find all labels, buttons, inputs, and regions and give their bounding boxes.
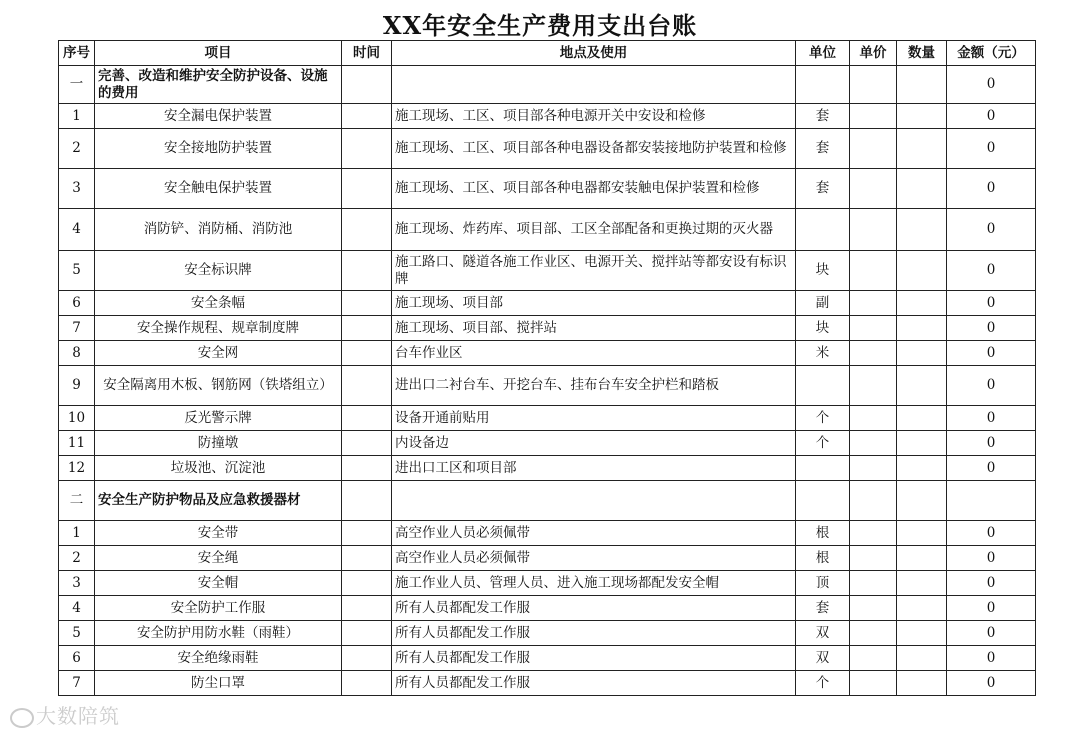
- amount-cell: 0: [947, 169, 1036, 209]
- time-cell: [342, 621, 392, 646]
- unit-cell: [796, 209, 850, 251]
- price-cell: [850, 66, 897, 104]
- amount-cell: 0: [947, 251, 1036, 291]
- unit-cell: [796, 366, 850, 406]
- watermark-text: 大数陪筑: [36, 704, 120, 728]
- unit-cell: [796, 66, 850, 104]
- table-row: [59, 596, 1036, 621]
- qty-cell: [897, 406, 947, 431]
- price-cell: [850, 521, 897, 546]
- price-cell: [850, 341, 897, 366]
- location-cell: 设备开通前贴用: [392, 406, 796, 431]
- qty-cell: [897, 596, 947, 621]
- time-cell: [342, 341, 392, 366]
- location-cell: 进出口二衬台车、开挖台车、挂布台车安全护栏和踏板: [392, 366, 796, 406]
- qty-cell: [897, 104, 947, 129]
- item-cell: 防尘口罩: [95, 671, 342, 696]
- amount-cell: 0: [947, 406, 1036, 431]
- price-cell: [850, 209, 897, 251]
- seq-cell: 10: [59, 406, 95, 431]
- seq-cell: 2: [59, 129, 95, 169]
- unit-cell: 套: [796, 169, 850, 209]
- unit-cell: 块: [796, 316, 850, 341]
- qty-cell: [897, 341, 947, 366]
- amount-cell: 0: [947, 209, 1036, 251]
- location-cell: 施工现场、项目部、搅拌站: [392, 316, 796, 341]
- time-cell: [342, 291, 392, 316]
- table-row: [59, 456, 1036, 481]
- qty-cell: [897, 481, 947, 521]
- location-cell: 进出口工区和项目部: [392, 456, 796, 481]
- price-cell: [850, 456, 897, 481]
- amount-cell: 0: [947, 596, 1036, 621]
- price-cell: [850, 291, 897, 316]
- unit-cell: 顶: [796, 571, 850, 596]
- location-cell: 高空作业人员必须佩带: [392, 521, 796, 546]
- item-cell: 安全绳: [95, 546, 342, 571]
- seq-cell: 8: [59, 341, 95, 366]
- amount-cell: 0: [947, 456, 1036, 481]
- table-row: [59, 621, 1036, 646]
- item-cell: 反光警示牌: [95, 406, 342, 431]
- unit-cell: 个: [796, 431, 850, 456]
- seq-cell: 5: [59, 621, 95, 646]
- qty-cell: [897, 129, 947, 169]
- price-cell: [850, 431, 897, 456]
- time-cell: [342, 366, 392, 406]
- time-cell: [342, 104, 392, 129]
- unit-cell: [796, 481, 850, 521]
- amount-cell: 0: [947, 646, 1036, 671]
- page-title: XX年安全生产费用支出台账: [382, 11, 698, 40]
- item-cell: 安全操作规程、规章制度牌: [95, 316, 342, 341]
- location-cell: 施工现场、工区、项目部各种电源开关中安设和检修: [392, 104, 796, 129]
- item-cell: 安全触电保护装置: [95, 169, 342, 209]
- time-cell: [342, 456, 392, 481]
- location-cell: 台车作业区: [392, 341, 796, 366]
- item-cell: 垃圾池、沉淀池: [95, 456, 342, 481]
- table-row: [59, 104, 1036, 129]
- price-cell: [850, 621, 897, 646]
- time-cell: [342, 209, 392, 251]
- qty-cell: [897, 571, 947, 596]
- seq-cell: 1: [59, 521, 95, 546]
- unit-cell: 根: [796, 546, 850, 571]
- qty-cell: [897, 521, 947, 546]
- item-cell: 安全标识牌: [95, 251, 342, 291]
- unit-cell: 块: [796, 251, 850, 291]
- amount-cell: 0: [947, 431, 1036, 456]
- location-cell: [392, 481, 796, 521]
- table-row: [59, 546, 1036, 571]
- amount-cell: 0: [947, 546, 1036, 571]
- seq-cell: 3: [59, 169, 95, 209]
- price-cell: [850, 571, 897, 596]
- unit-cell: 套: [796, 596, 850, 621]
- time-cell: [342, 481, 392, 521]
- item-cell: 安全防护用防水鞋（雨鞋）: [95, 621, 342, 646]
- seq-cell: 4: [59, 596, 95, 621]
- price-cell: [850, 596, 897, 621]
- time-cell: [342, 431, 392, 456]
- header-seq: 序号: [59, 41, 95, 66]
- expense-ledger-table: [58, 40, 1036, 696]
- table-row: [59, 366, 1036, 406]
- seq-cell: 9: [59, 366, 95, 406]
- amount-cell: 0: [947, 316, 1036, 341]
- price-cell: [850, 406, 897, 431]
- time-cell: [342, 406, 392, 431]
- seq-cell: 6: [59, 291, 95, 316]
- amount-cell: 0: [947, 366, 1036, 406]
- qty-cell: [897, 316, 947, 341]
- seq-cell: 7: [59, 316, 95, 341]
- header-qty: 数量: [897, 41, 947, 66]
- qty-cell: [897, 431, 947, 456]
- location-cell: 施工作业人员、管理人员、进入施工现场都配发安全帽: [392, 571, 796, 596]
- header-item: 项目: [95, 41, 342, 66]
- time-cell: [342, 646, 392, 671]
- price-cell: [850, 671, 897, 696]
- amount-cell: 0: [947, 621, 1036, 646]
- time-cell: [342, 129, 392, 169]
- item-cell: 安全条幅: [95, 291, 342, 316]
- qty-cell: [897, 366, 947, 406]
- qty-cell: [897, 456, 947, 481]
- table-row: [59, 291, 1036, 316]
- section-row: [59, 66, 1036, 104]
- location-cell: 施工现场、工区、项目部各种电器都安装触电保护装置和检修: [392, 169, 796, 209]
- location-cell: 内设备边: [392, 431, 796, 456]
- location-cell: 所有人员都配发工作服: [392, 646, 796, 671]
- header-time: 时间: [342, 41, 392, 66]
- price-cell: [850, 646, 897, 671]
- location-cell: 所有人员都配发工作服: [392, 596, 796, 621]
- header-price: 单价: [850, 41, 897, 66]
- amount-cell: 0: [947, 129, 1036, 169]
- table-row: [59, 169, 1036, 209]
- item-cell: 安全绝缘雨鞋: [95, 646, 342, 671]
- amount-cell: 0: [947, 341, 1036, 366]
- seq-cell: 7: [59, 671, 95, 696]
- table-row: [59, 431, 1036, 456]
- seq-cell: 12: [59, 456, 95, 481]
- amount-cell: 0: [947, 104, 1036, 129]
- location-cell: 施工现场、炸药库、项目部、工区全部配备和更换过期的灭火器: [392, 209, 796, 251]
- qty-cell: [897, 291, 947, 316]
- time-cell: [342, 66, 392, 104]
- location-cell: 所有人员都配发工作服: [392, 621, 796, 646]
- location-cell: 施工现场、工区、项目部各种电器设备都安装接地防护装置和检修: [392, 129, 796, 169]
- unit-cell: 套: [796, 104, 850, 129]
- item-cell: 安全接地防护装置: [95, 129, 342, 169]
- seq-cell: 4: [59, 209, 95, 251]
- section-seq: 二: [59, 481, 95, 521]
- price-cell: [850, 169, 897, 209]
- table-row: [59, 521, 1036, 546]
- location-cell: [392, 66, 796, 104]
- location-cell: 施工现场、项目部: [392, 291, 796, 316]
- unit-cell: 双: [796, 646, 850, 671]
- watermark: [10, 700, 120, 729]
- location-cell: 施工路口、隧道各施工作业区、电源开关、搅拌站等都安设有标识牌: [392, 251, 796, 291]
- item-cell: 安全带: [95, 521, 342, 546]
- qty-cell: [897, 169, 947, 209]
- price-cell: [850, 251, 897, 291]
- time-cell: [342, 546, 392, 571]
- seq-cell: 1: [59, 104, 95, 129]
- table-row: [59, 341, 1036, 366]
- amount-cell: 0: [947, 671, 1036, 696]
- unit-cell: 个: [796, 671, 850, 696]
- unit-cell: [796, 456, 850, 481]
- table-row: [59, 646, 1036, 671]
- time-cell: [342, 571, 392, 596]
- item-cell: 安全网: [95, 341, 342, 366]
- item-cell: 安全防护工作服: [95, 596, 342, 621]
- amount-cell: 0: [947, 571, 1036, 596]
- table-row: [59, 251, 1036, 291]
- table-row: [59, 316, 1036, 341]
- qty-cell: [897, 621, 947, 646]
- unit-cell: 根: [796, 521, 850, 546]
- table-row: [59, 406, 1036, 431]
- amount-cell: 0: [947, 66, 1036, 104]
- section-seq: 一: [59, 66, 95, 104]
- unit-cell: 双: [796, 621, 850, 646]
- amount-cell: 0: [947, 521, 1036, 546]
- seq-cell: 11: [59, 431, 95, 456]
- time-cell: [342, 316, 392, 341]
- unit-cell: 米: [796, 341, 850, 366]
- price-cell: [850, 316, 897, 341]
- qty-cell: [897, 646, 947, 671]
- ledger-body: [59, 66, 1036, 696]
- price-cell: [850, 481, 897, 521]
- item-cell: 安全隔离用木板、钢筋网（铁塔组立）: [95, 366, 342, 406]
- unit-cell: 副: [796, 291, 850, 316]
- item-cell: 防撞墩: [95, 431, 342, 456]
- item-cell: 安全漏电保护装置: [95, 104, 342, 129]
- time-cell: [342, 521, 392, 546]
- qty-cell: [897, 251, 947, 291]
- seq-cell: 2: [59, 546, 95, 571]
- seq-cell: 3: [59, 571, 95, 596]
- time-cell: [342, 169, 392, 209]
- header-location: 地点及使用: [392, 41, 796, 66]
- time-cell: [342, 251, 392, 291]
- seq-cell: 5: [59, 251, 95, 291]
- price-cell: [850, 129, 897, 169]
- location-cell: 所有人员都配发工作服: [392, 671, 796, 696]
- amount-cell: [947, 481, 1036, 521]
- time-cell: [342, 671, 392, 696]
- location-cell: 高空作业人员必须佩带: [392, 546, 796, 571]
- header-unit: 单位: [796, 41, 850, 66]
- table-row: [59, 671, 1036, 696]
- table-row: [59, 209, 1036, 251]
- unit-cell: 个: [796, 406, 850, 431]
- item-cell: 安全帽: [95, 571, 342, 596]
- price-cell: [850, 546, 897, 571]
- section-title: 完善、改造和维护安全防护设备、设施的费用: [95, 66, 342, 104]
- qty-cell: [897, 671, 947, 696]
- amount-cell: 0: [947, 291, 1036, 316]
- price-cell: [850, 104, 897, 129]
- header-row: [59, 41, 1036, 66]
- unit-cell: 套: [796, 129, 850, 169]
- header-amount: 金额（元）: [947, 41, 1036, 66]
- table-row: [59, 571, 1036, 596]
- time-cell: [342, 596, 392, 621]
- qty-cell: [897, 66, 947, 104]
- section-row: [59, 481, 1036, 521]
- watermark-logo-icon: [10, 708, 34, 728]
- qty-cell: [897, 209, 947, 251]
- qty-cell: [897, 546, 947, 571]
- price-cell: [850, 366, 897, 406]
- seq-cell: 6: [59, 646, 95, 671]
- item-cell: 消防铲、消防桶、消防池: [95, 209, 342, 251]
- table-row: [59, 129, 1036, 169]
- section-title: 安全生产防护物品及应急救援器材: [95, 481, 342, 521]
